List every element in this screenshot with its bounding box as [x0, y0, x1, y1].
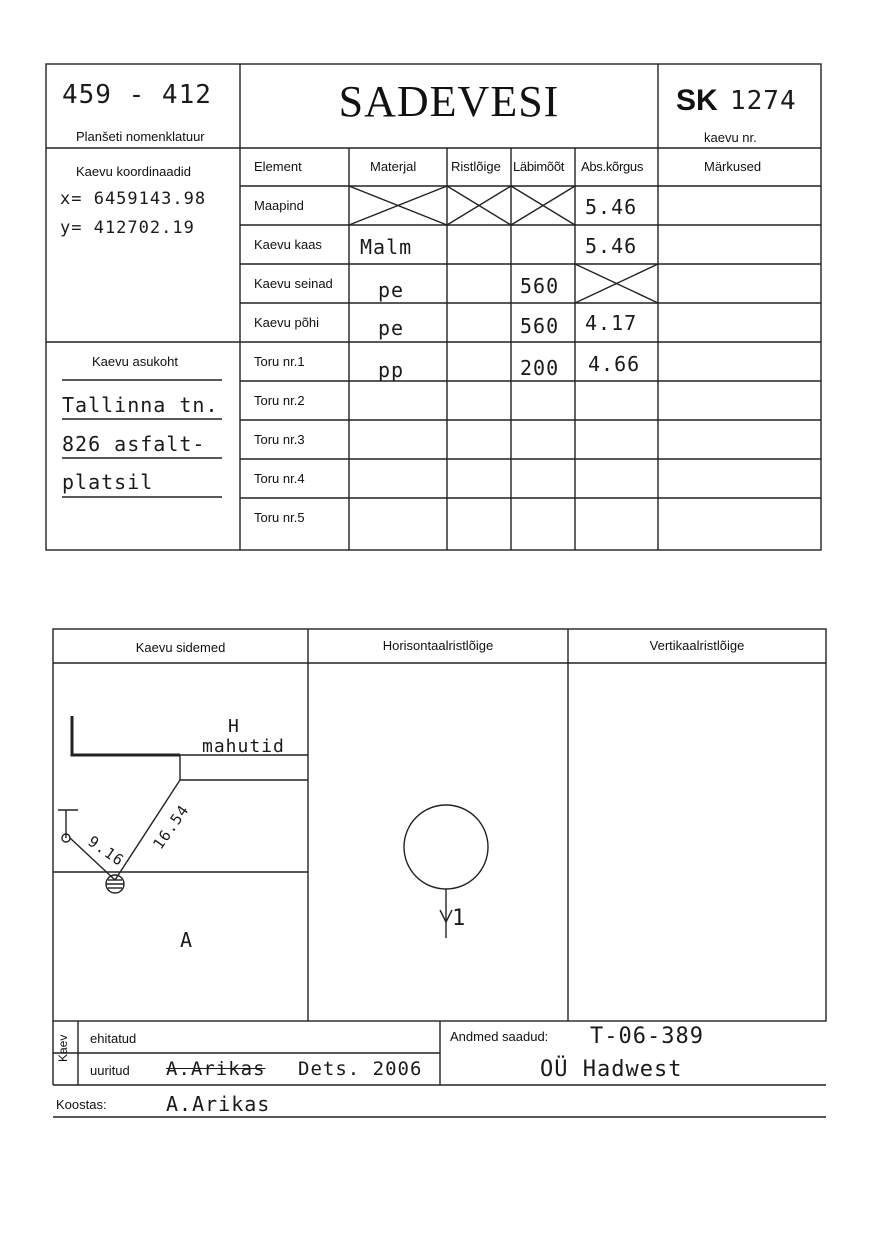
col-header-materjal: Materjal [370, 159, 417, 174]
koostas-value: A.Arikas [166, 1092, 271, 1116]
row-element: Toru nr.4 [254, 471, 305, 486]
cell-materjal: Malm [360, 235, 413, 259]
cell-labimoot: 560 [520, 274, 560, 298]
sketch-building-label-1: H [228, 716, 240, 737]
coord-x: x= 6459143.98 [60, 189, 207, 209]
row-element: Toru nr.2 [254, 393, 305, 408]
row-element: Kaevu kaas [254, 237, 322, 252]
cell-labimoot: 200 [520, 356, 560, 380]
row-element: Maapind [254, 198, 304, 213]
uuritud-label: uuritud [90, 1063, 130, 1078]
company-name: OÜ Hadwest [540, 1057, 683, 1082]
row-element: Toru nr.1 [254, 354, 305, 369]
well-no-label: kaevu nr. [704, 130, 757, 145]
coords-label: Kaevu koordinaadid [76, 164, 191, 179]
kaev-label: Kaev [56, 1034, 70, 1062]
horizontal-header: Horisontaalristlõige [382, 638, 494, 653]
sidemed-header: Kaevu sidemed [135, 640, 226, 655]
sk-number: 1274 [730, 86, 797, 116]
sketch-building-label-2: mahutid [202, 736, 285, 757]
cell-materjal: pp [378, 358, 405, 382]
location-label: Kaevu asukoht [92, 354, 179, 369]
location-line-3: platsil [62, 470, 154, 494]
cell-abs: 5.46 [585, 234, 638, 258]
cell-abs: 4.17 [585, 311, 638, 335]
sketch-point-label: A [180, 928, 194, 952]
row-element: Toru nr.5 [254, 510, 305, 525]
uuritud-struck: A.Arikas [166, 1058, 266, 1080]
pipe-label: 1 [452, 906, 467, 931]
cell-abs: 5.46 [585, 195, 638, 219]
col-header-labimoot: Läbimõõt [513, 159, 565, 174]
page-title: SADEVESI [338, 77, 560, 126]
andmed-label: Andmed saadud: [450, 1029, 549, 1044]
cell-materjal: pe [378, 316, 405, 340]
col-header-abs: Abs.kõrgus [581, 159, 644, 174]
col-header-element: Element [254, 159, 302, 174]
row-element: Kaevu põhi [254, 315, 320, 330]
cell-labimoot: 560 [520, 314, 560, 338]
koostas-label: Koostas: [56, 1097, 107, 1112]
nomenclature-label: Planšeti nomenklatuur [76, 129, 205, 144]
andmed-value: T-06-389 [590, 1024, 704, 1049]
row-element: Toru nr.3 [254, 432, 305, 447]
nomenclature-value: 459 - 412 [62, 80, 212, 110]
col-header-markused: Märkused [704, 159, 762, 174]
horizontal-section-drawing [404, 805, 488, 938]
vertical-header: Vertikaalristlõige [649, 638, 745, 653]
sketch-dist-1: 9.16 [84, 832, 128, 870]
col-header-ristloige: Ristlõige [451, 159, 501, 174]
sketch-dist-2: 16.54 [149, 801, 193, 853]
cell-materjal: pe [378, 278, 405, 302]
cell-abs: 4.66 [588, 352, 641, 376]
row-element: Kaevu seinad [254, 276, 333, 291]
location-line-1: Tallinna tn. [62, 393, 219, 417]
ehitatud-label: ehitatud [90, 1031, 137, 1046]
uuritud-date: Dets. 2006 [298, 1058, 423, 1080]
sk-label: SK [676, 84, 718, 117]
location-line-2: 826 asfalt- [62, 432, 206, 456]
coord-y: y= 412702.19 [60, 218, 195, 238]
